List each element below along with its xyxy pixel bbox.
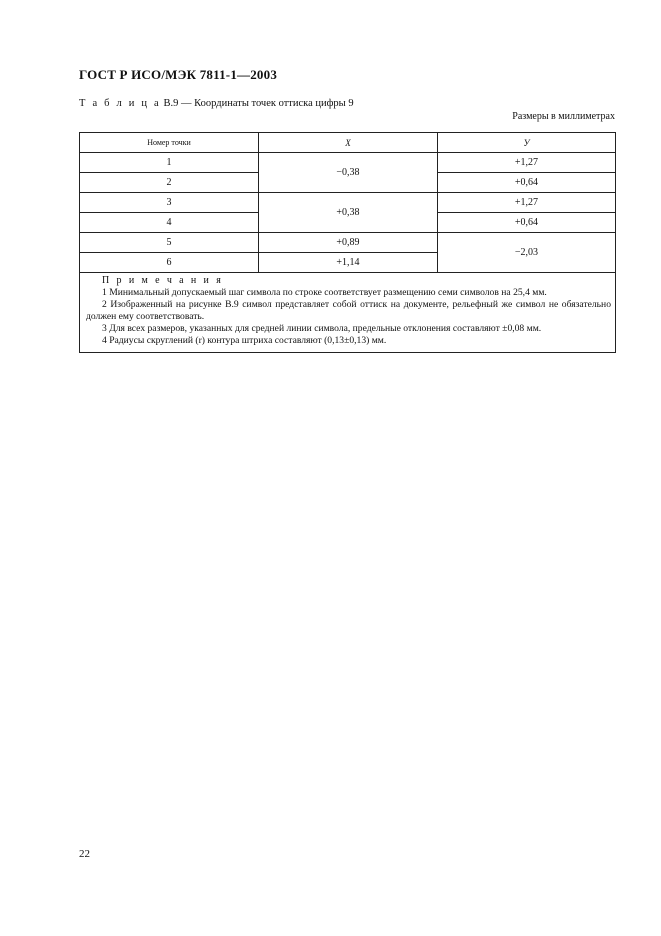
cell-x: +0,89 xyxy=(259,233,438,253)
cell-x: +0,38 xyxy=(259,193,438,233)
cell-y: −2,03 xyxy=(438,233,616,273)
cell-y: +1,27 xyxy=(438,193,616,213)
coordinates-table xyxy=(79,132,616,353)
caption-prefix: Т а б л и ц а xyxy=(79,98,161,109)
note-item: 3 Для всех размеров, указанных для средней линии символа, предельные отклонения составляют ±0,08 мм. xyxy=(102,323,542,334)
caption-number: В.9 xyxy=(163,98,179,109)
header-x: X xyxy=(259,133,438,153)
table-header-row xyxy=(80,133,616,153)
cell-x: −0,38 xyxy=(259,153,438,193)
cell-point: 5 xyxy=(80,233,259,253)
table-row xyxy=(80,193,616,213)
cell-y: +0,64 xyxy=(438,173,616,193)
note-item: 2 Изображенный на рисунке В.9 символ представляет собой оттиск на документе, рельефный же символ не обязательно должен ему соответствовать. xyxy=(86,299,611,322)
header-y: У xyxy=(438,133,616,153)
note-item: 1 Минимальный допускаемый шаг символа по строке соответствует размещению семи символов на 25,4 мм. xyxy=(102,287,547,298)
page-number: 22 xyxy=(79,848,90,860)
cell-point: 2 xyxy=(80,173,259,193)
document-header: ГОСТ Р ИСО/МЭК 7811-1—2003 xyxy=(79,67,278,82)
notes-row xyxy=(80,273,616,353)
header-point-number: Номер точки xyxy=(80,133,259,153)
notes-cell xyxy=(80,273,616,353)
cell-y: +1,27 xyxy=(438,153,616,173)
cell-y: +0,64 xyxy=(438,213,616,233)
units-note: Размеры в миллиметрах xyxy=(512,111,615,122)
table-row xyxy=(80,233,616,253)
cell-point: 1 xyxy=(80,153,259,173)
table-caption xyxy=(79,98,354,109)
caption-title: — Координаты точек оттиска цифры 9 xyxy=(181,98,354,109)
cell-x: +1,14 xyxy=(259,253,438,273)
cell-point: 3 xyxy=(80,193,259,213)
cell-point: 4 xyxy=(80,213,259,233)
notes-title: П р и м е ч а н и я xyxy=(102,275,224,286)
table-row xyxy=(80,153,616,173)
cell-point: 6 xyxy=(80,253,259,273)
note-item: 4 Радиусы скруглений (r) контура штриха составляют (0,13±0,13) мм. xyxy=(102,335,387,346)
